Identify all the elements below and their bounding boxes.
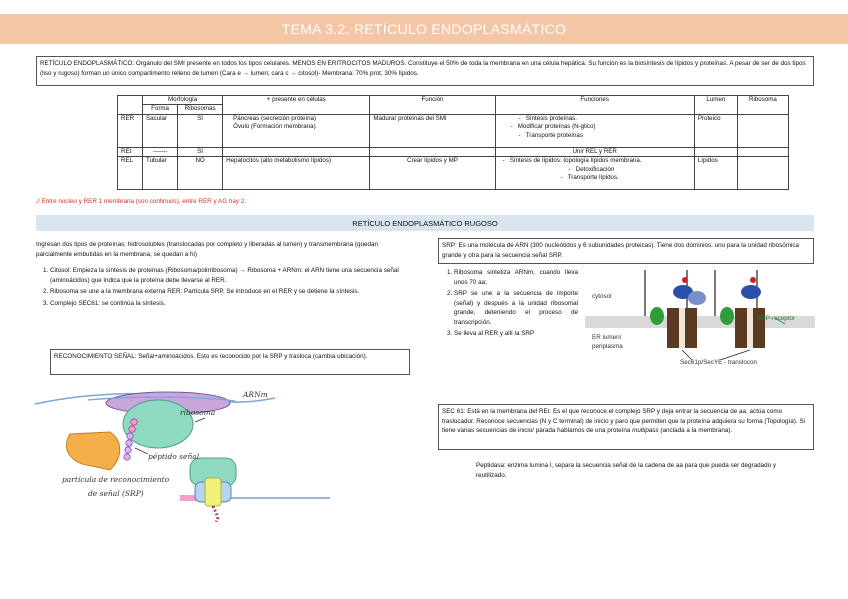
rer-func-2: Modificar proteínas (N-glico): [517, 123, 596, 131]
label-peptido: péptido señal: [148, 452, 200, 461]
rel-ribosoma: [737, 157, 788, 190]
rer-steps-list: [36, 266, 408, 308]
rer-step-3: 3. Complejo SEC61: se continúa la síntesis.: [50, 299, 408, 309]
page-title: TEMA 3.2. RETÍCULO ENDOPLASMÁTICO: [281, 21, 567, 37]
rel-forma: Tubular: [143, 157, 178, 190]
label-arnm: ARNm: [243, 390, 268, 399]
th-ribosoma: Ribosoma: [737, 96, 788, 115]
th-forma: Forma: [143, 105, 178, 114]
th-funcion: Función: [370, 96, 495, 115]
rer-ribosoma: [737, 114, 788, 147]
fig-label-cytosol: cytosol: [592, 293, 612, 300]
srp-steps: [440, 268, 578, 341]
rel-funciones: - Síntesis de lípidos: topología lípidos membrana. - Detoxificación - Transporte lípidos.: [495, 157, 694, 190]
rel-ribosomas: NO: [178, 157, 223, 190]
rer-func-1: Síntesis proteínas.: [525, 114, 577, 122]
srp-step-1: 1. Ribosoma sintetiza ARNm, cuando lleva unos 70 aa:: [454, 268, 578, 287]
rer-ribosomas: SÍ: [178, 114, 223, 147]
ret-ribosomas: SÍ: [178, 147, 223, 156]
rer-forma: Sacular: [143, 114, 178, 147]
sec61-box: [438, 404, 814, 450]
th-presente: + presente en células: [223, 96, 370, 115]
rer-celulas: [223, 114, 370, 147]
rer-lumen: Proteico: [694, 114, 737, 147]
rel-celulas: Hepatocitos (alto metabolismo lípidos): [223, 157, 370, 190]
th-ribosomas: Ribosomas: [178, 105, 223, 114]
rer-step-2: 2. Ribosoma se une a la membrana externa RER: Partícula SRP. Se introduce en el RER y se detiene la síntesis.: [50, 287, 408, 297]
rel-funcion: Crear lípidos y MP: [370, 157, 495, 190]
rer-func-3: Transporte proteínas: [525, 131, 583, 139]
warning-note: ¡! Entre núcleo y RER 1 membrana (son continuos), entre RER y AG hay 2.: [36, 198, 246, 205]
ret-ribosoma: [737, 147, 788, 156]
srp-step-3: 3. Se lleva al RER y allí la SRP: [454, 329, 578, 339]
rer-funciones: - Síntesis proteínas. - Modificar proteínas (N-glico) - Transporte proteínas: [495, 114, 694, 147]
rel-lumen: Lípidos: [694, 157, 737, 190]
peptidasa-text: Peptidasa: enzima lumina l, separa la secuencia señal de la cadena de aa para que pueda ser degradado y reutilizado.: [476, 462, 777, 479]
label-ribosoma: ribosoma: [180, 408, 216, 417]
fig-label-translocon: Sec61p/SecYE - translocon: [680, 359, 758, 366]
ret-celulas: [223, 147, 370, 156]
intro-box: [36, 56, 814, 86]
rer-funcion: Madurar proteínas del SMI: [370, 114, 495, 147]
rel-func-3: Transporte lípidos.: [567, 174, 619, 182]
rer-cell-2: Óvulo (Formación membrana): [233, 123, 316, 131]
ret-funciones: Unir REL y RER: [495, 147, 694, 156]
label-particula-2: de señal (SRP): [88, 489, 144, 498]
fig-label-er-2: periplasma: [592, 343, 623, 350]
recognition-text: RECONOCIMIENTO SEÑAL: Señal+aminoácidos. Esto es reconocido por la SRP y trasloca (cambia ubicación).: [54, 353, 368, 360]
section-title: RETÍCULO ENDOPLASMÁTICO RUGOSO: [352, 218, 498, 228]
srp-drawing: [30, 382, 410, 522]
intro-text: RETÍCULO ENDOPLASMÁTICO: Orgánulo del SMI presente en todos los tipos celulares. MENOS EN ERITROCITOS MADUROS. Constituye el 50% de toda la membrana en una célula hepática. Su función es la biosíntesis de lípidos y proteínas. A pesar de ser de dos tipos (liso y rugoso) forman un único compartimento relleno de lumen (Cara e → lumen; cara c → citosol)- Membrana: 70% prot; 30% lípidos.: [40, 60, 806, 77]
fig-label-srp-receptor: SRP-receptor: [757, 315, 796, 322]
left-column: [36, 240, 408, 310]
rel-func-2: Detoxificación: [575, 165, 615, 173]
th-funciones: Funciones: [495, 96, 694, 115]
page-title-banner: [0, 14, 848, 44]
fig-label-er-1: ER lumen/: [592, 334, 622, 341]
srp-steps-list: [440, 268, 578, 339]
table-corner: [118, 96, 143, 115]
recognition-box: [50, 349, 410, 375]
rer-cell-1: Páncreas (secreción proteína): [233, 114, 317, 122]
th-lumen: Lumen: [694, 96, 737, 115]
row-label-rel: REL: [118, 157, 143, 190]
ret-forma: -------: [143, 147, 178, 156]
sec61-multipass: multipass: [632, 427, 659, 434]
th-morfologia: Morfología: [143, 96, 223, 105]
srp-box: [438, 238, 814, 264]
rer-intro-text: Ingresan dos tipos de proteínas: hidrosolubles (translocadas por completo y liberadas al lumen) y transmembrana (quedan parcialmente embutidas en la membrana, se quedan a hi): [36, 241, 378, 258]
comparison-table: [117, 95, 789, 190]
rer-step-1: 1. Citosol: Empieza la síntesis de proteínas (Ribosoma/polirribosoma) → Ribosoma + ARNm: el ARN tiene una secuencia señal (aminoácidos) que indica que la proteína debe llevarse al RER.: [50, 266, 408, 285]
rel-func-1: Síntesis de lípidos: topología lípidos membrana.: [509, 157, 642, 165]
srp-step-2: 2. SRP se une a la secuencia de importe (señal) y después a la unidad ribosomal grande, deteniendo el proceso de transcripción.: [454, 289, 578, 327]
row-label-ret: REt: [118, 147, 143, 156]
ret-lumen: [694, 147, 737, 156]
label-particula-1: partícula de reconocimiento: [62, 475, 170, 484]
sec61-tail: (anclada a la membrana).: [658, 427, 733, 434]
srp-text: SRP: Es una molécula de ARN (300 nucleótidos y 6 subunidades proteicas). Tiene dos dominios: uno para la unidad ribosómica grande y otra para la secuencia señal SRP.: [442, 242, 800, 259]
row-label-rer: RER: [118, 114, 143, 147]
sec61-text: SEC 61: Está en la membrana del REr. Es el que reconoce el complejo SRP y deja entrar la secuencia de aa, actúa como traslocador. Reconoce secuencias (N y C terminal) de inicio y paro que permiten que la proteína adquiera su forma (Topología). Si tiene varias secuencias de inicio/ parada hablamos de una proteína: [442, 408, 805, 434]
ret-funcion: [370, 147, 495, 156]
section-band: [36, 215, 814, 231]
